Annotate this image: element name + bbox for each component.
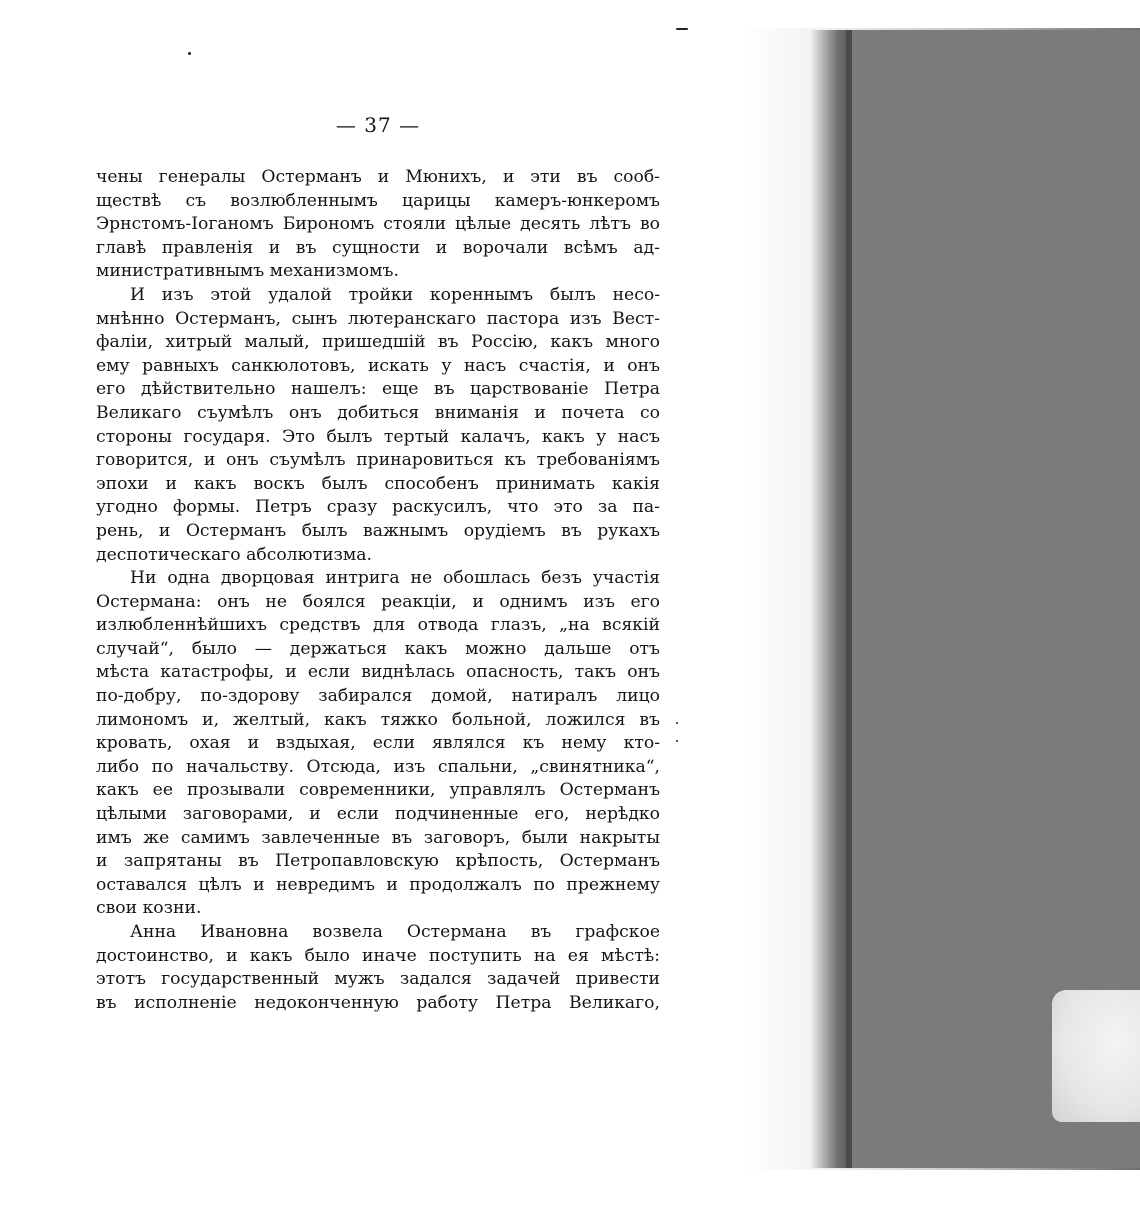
- text-line: кровать, охая и вздыхая, если являлся къ нему кто-: [96, 733, 660, 754]
- text-line: по-добру, по-здорову забирался домой, натиралъ лицо: [96, 686, 660, 707]
- page-gutter-shadow: [846, 30, 852, 1168]
- text-line: въ исполненіе недоконченную работу Петра Великаго,: [96, 992, 660, 1013]
- text-line: главѣ правленія и въ сущности и ворочали всѣмъ ад-: [96, 237, 660, 258]
- page-curl-shadow: [810, 30, 850, 1168]
- text-line: мѣста катастрофы, и если виднѣлась опасность, такъ онъ: [96, 662, 660, 683]
- text-line: этотъ государственный мужъ задался задачей привести: [96, 969, 660, 990]
- text-line: Эрнстомъ-Іоганомъ Бирономъ стояли цѣлые десять лѣтъ во: [96, 214, 660, 235]
- scan-speck: [676, 722, 678, 724]
- text-line: ему равныхъ санкюлотовъ, искать у насъ счастія, и онъ: [96, 355, 660, 376]
- text-line: деспотическаго абсолютизма.: [96, 544, 372, 565]
- text-line: Анна Ивановна возвела Остермана въ графское: [130, 922, 660, 942]
- text-line: Остермана: онъ не боялся реакціи, и однимъ изъ его: [96, 591, 660, 612]
- page-number: — 37 —: [335, 113, 421, 137]
- scan-speck: [676, 28, 688, 30]
- text-line: И изъ этой удалой тройки кореннымъ былъ несо-: [130, 284, 660, 305]
- text-line: фаліи, хитрый малый, пришедшій въ Россію, какъ много: [96, 332, 660, 353]
- text-line: достоинство, и какъ было иначе поступить на ея мѣстѣ:: [96, 945, 660, 966]
- text-line: имъ же самимъ завлеченные въ заговоръ, были накрыты: [96, 827, 660, 848]
- text-line: Великаго съумѣлъ онъ добиться вниманія и почета со: [96, 402, 660, 423]
- text-line: чены генералы Остерманъ и Мюнихъ, и эти въ сооб-: [96, 167, 660, 187]
- text-line: и запрятаны въ Петропавловскую крѣпость, Остерманъ: [96, 851, 660, 872]
- text-line: цѣлыми заговорами, и если подчиненные его, нерѣдко: [96, 804, 660, 825]
- text-line: угодно формы. Петръ сразу раскусилъ, что это за па-: [96, 497, 660, 518]
- text-line: Ни одна дворцовая интрига не обошлась безъ участія: [130, 568, 660, 589]
- text-line: рень, и Остерманъ былъ важнымъ орудіемъ въ рукахъ: [96, 520, 660, 541]
- paper-slip-tab: [1052, 990, 1140, 1122]
- scan-speck: [676, 740, 678, 742]
- text-line: мнѣнно Остерманъ, сынъ лютеранскаго пастора изъ Вест-: [96, 308, 660, 329]
- text-line: случай“, было — держаться какъ можно дальше отъ: [96, 638, 660, 659]
- body-text: [96, 166, 660, 1015]
- text-line: лимономъ и, желтый, какъ тяжко больной, ложился въ: [96, 709, 660, 730]
- text-line: эпохи и какъ воскъ былъ способенъ принимать какія: [96, 473, 660, 494]
- text-line: какъ ее прозывали современники, управлялъ Остерманъ: [96, 780, 660, 801]
- text-line: излюбленнѣйшихъ средствъ для отвода глазъ, „на всякій: [96, 615, 660, 636]
- text-line: его дѣйствительно нашелъ: еще въ царствованіе Петра: [96, 379, 660, 400]
- text-line: оставался цѣлъ и невредимъ и продолжалъ по прежнему: [96, 874, 660, 895]
- text-line: свои козни.: [96, 898, 202, 919]
- text-line: ществѣ съ возлюбленнымъ царицы камеръ-юнкеромъ: [96, 190, 660, 211]
- text-line: говорится, и онъ съумѣлъ принаровиться къ требованіямъ: [96, 450, 660, 471]
- text-line: министративнымъ механизмомъ.: [96, 261, 399, 282]
- text-line: стороны государя. Это былъ тертый калачъ, какъ у насъ: [96, 426, 660, 447]
- scan-speck: [188, 52, 191, 55]
- text-line: либо по начальству. Отсюда, изъ спальни, „свинятника“,: [96, 756, 660, 777]
